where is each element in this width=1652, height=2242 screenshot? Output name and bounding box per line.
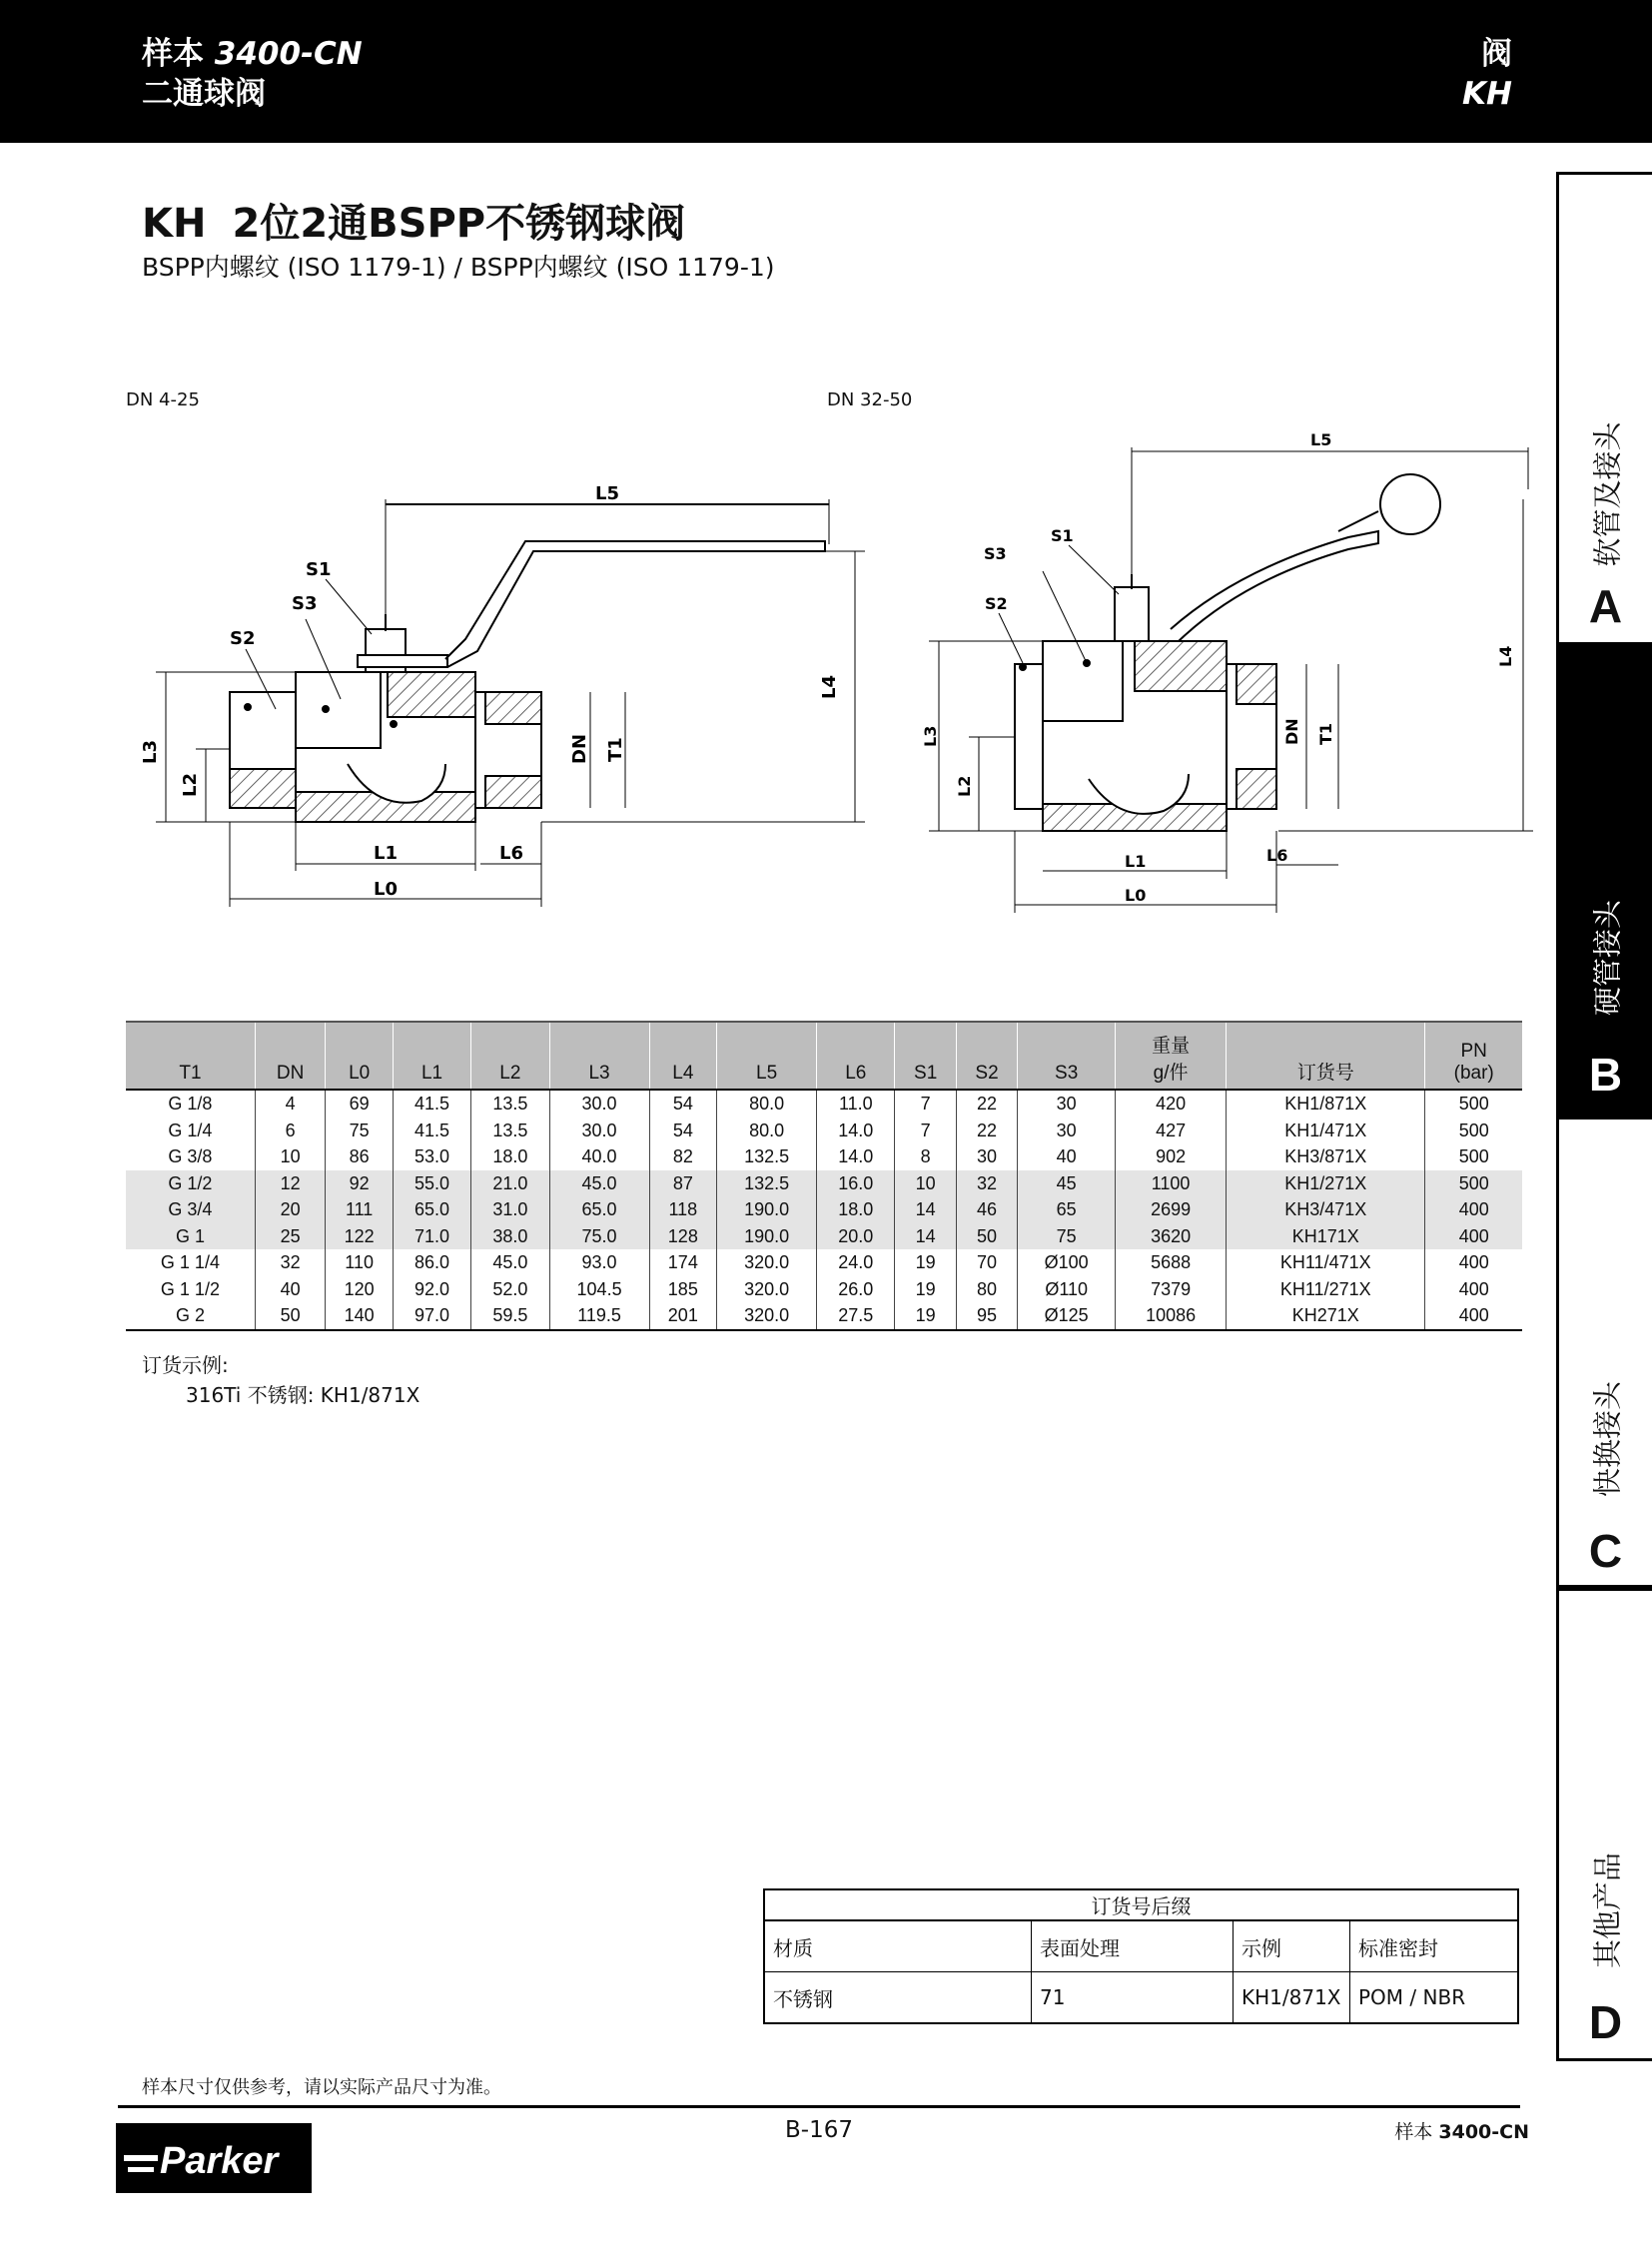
dim-label-s1: S1 [306, 559, 332, 580]
spec-cell: 13.5 [471, 1118, 549, 1144]
spec-cell: 21.0 [471, 1170, 549, 1197]
tab-tube-fittings-label: 硬管接头 [1590, 899, 1624, 1017]
footer-rule [118, 2105, 1520, 2108]
spec-cell: 16.0 [817, 1170, 895, 1197]
spec-cell: 110 [326, 1249, 393, 1276]
spec-cell: 14.0 [817, 1143, 895, 1170]
spec-cell: 45 [1018, 1170, 1116, 1197]
spec-cell: 24.0 [817, 1249, 895, 1276]
spec-cell: 6 [255, 1118, 326, 1144]
header-series: KH [1462, 76, 1512, 112]
spec-cell: 10086 [1116, 1302, 1227, 1330]
spec-header-cell: L6 [817, 1022, 895, 1090]
dim-label-s2: S2 [230, 628, 256, 649]
spec-cell: 82 [649, 1143, 716, 1170]
spec-cell: 400 [1425, 1196, 1522, 1223]
product-name: 2位2通BSPP不锈钢球阀 [232, 201, 686, 247]
suffix-value-example: KH1/871X [1234, 1972, 1350, 2024]
spec-cell: 500 [1425, 1118, 1522, 1144]
dim-label-l4: L4 [819, 675, 840, 699]
spec-cell: 500 [1425, 1090, 1522, 1118]
catalog-code: 3400-CN [214, 36, 363, 72]
dim-label-dn-large: DN [1282, 718, 1301, 745]
spec-cell: 40 [1018, 1143, 1116, 1170]
spec-cell: 30 [1018, 1090, 1116, 1118]
spec-cell: 427 [1116, 1118, 1227, 1144]
spec-header-cell: S3 [1018, 1022, 1116, 1090]
ball-valve-drawing-small [126, 459, 885, 919]
spec-cell: 30.0 [549, 1090, 649, 1118]
spec-cell: KH1/271X [1227, 1170, 1425, 1197]
spec-cell: 7 [895, 1090, 956, 1118]
spec-cell: 4 [255, 1090, 326, 1118]
dim-label-l5: L5 [595, 483, 619, 504]
spec-cell: 50 [255, 1302, 326, 1330]
spec-table [126, 1021, 1522, 1331]
spec-cell: 10 [895, 1170, 956, 1197]
order-suffix-table [763, 1888, 1519, 2024]
tab-other-products-label: 其他产品 [1590, 1852, 1624, 1969]
spec-cell: 92.0 [393, 1276, 470, 1303]
dim-label-l3-large: L3 [921, 725, 940, 747]
dim-label-l1-large: L1 [1125, 852, 1147, 871]
spec-cell: 420 [1116, 1090, 1227, 1118]
spec-cell: G 3/8 [168, 1146, 213, 1167]
tab-quick-couplings-label: 快换接头 [1590, 1380, 1624, 1498]
spec-cell: 185 [649, 1276, 716, 1303]
spec-header-cell: L4 [649, 1022, 716, 1090]
spec-table-row [126, 1196, 1522, 1223]
dim-label-l2-large: L2 [955, 775, 974, 797]
spec-cell: 75 [326, 1118, 393, 1144]
spec-cell: 7379 [1116, 1276, 1227, 1303]
suffix-header-finish: 表面处理 [1032, 1920, 1234, 1972]
spec-cell: 14.0 [817, 1118, 895, 1144]
spec-cell: 400 [1425, 1223, 1522, 1250]
spec-cell: 13.5 [471, 1090, 549, 1118]
spec-cell: 500 [1425, 1170, 1522, 1197]
dim-label-l6-large: L6 [1266, 846, 1288, 865]
spec-cell: 65 [1018, 1196, 1116, 1223]
spec-cell: 45.0 [549, 1170, 649, 1197]
tab-hoses-label: 软管及接头 [1590, 421, 1624, 567]
spec-cell: 2699 [1116, 1196, 1227, 1223]
spec-header-cell: T1 [126, 1022, 255, 1090]
footer-note: 样本尺寸仅供参考，请以实际产品尺寸为准。 [142, 2077, 501, 2098]
suffix-value-material: 不锈钢 [764, 1972, 1032, 2024]
spec-cell: 8 [895, 1143, 956, 1170]
spec-cell: G 3/4 [126, 1196, 255, 1223]
spec-cell: 40.0 [549, 1143, 649, 1170]
spec-cell: 122 [326, 1223, 393, 1250]
spec-cell: G 1/8 [168, 1094, 213, 1115]
spec-cell: 55.0 [393, 1170, 470, 1197]
drawing-label-small: DN 4-25 [126, 389, 200, 410]
spec-header-cell: L2 [471, 1022, 549, 1090]
dim-label-t1: T1 [605, 737, 626, 762]
spec-cell: 18.0 [471, 1143, 549, 1170]
spec-cell: 132.5 [717, 1143, 817, 1170]
spec-cell: 400 [1425, 1302, 1522, 1330]
spec-cell: 41.5 [393, 1118, 470, 1144]
ball-valve-drawing-large [921, 419, 1538, 929]
spec-cell: 54 [649, 1118, 716, 1144]
suffix-header-seal: 标准密封 [1350, 1920, 1519, 1972]
spec-cell: 53.0 [393, 1143, 470, 1170]
spec-cell: 118 [649, 1196, 716, 1223]
suffix-table-title: 订货号后缀 [764, 1889, 1518, 1920]
dim-label-s2-large: S2 [985, 594, 1008, 613]
dim-label-t1-large: T1 [1316, 722, 1335, 745]
tab-quick-couplings-letter: C [1588, 1525, 1623, 1577]
spec-cell: 190.0 [717, 1223, 817, 1250]
spec-cell: KH3/471X [1227, 1196, 1425, 1223]
product-code: KH [142, 201, 207, 247]
page-title [142, 192, 685, 249]
drawing-label-large: DN 32-50 [827, 389, 913, 410]
spec-cell: 54 [649, 1090, 716, 1118]
spec-cell: 7 [895, 1118, 956, 1144]
spec-cell: 11.0 [817, 1090, 895, 1118]
spec-header-cell: L1 [393, 1022, 470, 1090]
spec-cell: 50 [956, 1223, 1017, 1250]
spec-cell: 95 [956, 1302, 1017, 1330]
footer-catalog [1394, 2117, 1529, 2144]
spec-cell: 120 [326, 1276, 393, 1303]
spec-cell: 19 [895, 1249, 956, 1276]
spec-cell: 30.0 [549, 1118, 649, 1144]
spec-cell: KH11/471X [1227, 1249, 1425, 1276]
spec-table-body [126, 1090, 1522, 1330]
spec-header-cell: PN (bar) [1425, 1022, 1522, 1090]
spec-cell: 86 [326, 1143, 393, 1170]
spec-table-row [126, 1170, 1522, 1197]
spec-cell: 111 [326, 1196, 393, 1223]
spec-cell: 400 [1425, 1276, 1522, 1303]
spec-cell: 20.0 [817, 1223, 895, 1250]
spec-cell: 190.0 [717, 1196, 817, 1223]
spec-cell: 140 [326, 1302, 393, 1330]
spec-cell: 320.0 [717, 1302, 817, 1330]
spec-cell: 14 [895, 1223, 956, 1250]
spec-cell: 40 [255, 1276, 326, 1303]
spec-cell: 41.5 [393, 1090, 470, 1118]
spec-cell: 26.0 [817, 1276, 895, 1303]
footer-catalog-prefix: 样本 [1394, 2121, 1433, 2143]
spec-cell: 19 [895, 1276, 956, 1303]
spec-cell: 1100 [1116, 1170, 1227, 1197]
spec-cell: 14 [895, 1196, 956, 1223]
suffix-value-finish: 71 [1032, 1972, 1234, 2024]
spec-cell: 10 [255, 1143, 326, 1170]
dim-label-dn: DN [569, 733, 590, 764]
dim-label-l4-large: L4 [1496, 645, 1515, 667]
spec-cell: G 1/4 [168, 1120, 213, 1140]
dim-label-s3-large: S3 [984, 544, 1007, 563]
tab-tube-fittings[interactable] [1556, 645, 1652, 1117]
spec-cell: 32 [255, 1249, 326, 1276]
page-header [0, 0, 1652, 143]
spec-cell: 320.0 [717, 1249, 817, 1276]
dim-label-l2: L2 [180, 773, 201, 797]
spec-header-cell: S2 [956, 1022, 1017, 1090]
parker-logo [116, 2123, 312, 2193]
spec-cell: 27.5 [817, 1302, 895, 1330]
tab-hoses-letter: A [1588, 580, 1623, 632]
spec-cell: 69 [326, 1090, 393, 1118]
spec-cell: 119.5 [549, 1302, 649, 1330]
tab-quick-couplings[interactable] [1556, 1117, 1652, 1588]
suffix-header-material: 材质 [764, 1920, 1032, 1972]
spec-cell: 65.0 [393, 1196, 470, 1223]
spec-cell: 75 [1018, 1223, 1116, 1250]
spec-cell: 12 [255, 1170, 326, 1197]
spec-cell: G 2 [126, 1302, 255, 1330]
spec-cell: 86.0 [393, 1249, 470, 1276]
spec-cell: G 1 1/2 [160, 1278, 220, 1299]
spec-header-cell: L3 [549, 1022, 649, 1090]
spec-cell: 902 [1116, 1143, 1227, 1170]
spec-cell: 92 [326, 1170, 393, 1197]
spec-table-row [126, 1118, 1522, 1144]
spec-cell: 80 [956, 1276, 1017, 1303]
spec-cell: 75.0 [549, 1223, 649, 1250]
dim-label-l0: L0 [374, 879, 398, 900]
spec-cell: 400 [1425, 1249, 1522, 1276]
spec-cell: 104.5 [549, 1276, 649, 1303]
spec-cell: 97.0 [393, 1302, 470, 1330]
spec-header-cell: L5 [717, 1022, 817, 1090]
spec-cell: 500 [1425, 1143, 1522, 1170]
spec-table-row [126, 1302, 1522, 1330]
spec-cell: 59.5 [471, 1302, 549, 1330]
spec-cell: 3620 [1116, 1223, 1227, 1250]
catalog-prefix: 样本 [142, 36, 204, 72]
spec-cell: KH1/871X [1227, 1090, 1425, 1118]
order-example-text: 316Ti 不锈钢: KH1/871X [186, 1383, 420, 1407]
spec-cell: 31.0 [471, 1196, 549, 1223]
spec-table-row [126, 1276, 1522, 1303]
spec-cell: 80.0 [717, 1118, 817, 1144]
spec-cell: 46 [956, 1196, 1017, 1223]
spec-cell: 132.5 [717, 1170, 817, 1197]
spec-table-row [126, 1143, 1522, 1170]
order-example [142, 1350, 419, 1410]
spec-cell: G 1/2 [126, 1170, 255, 1197]
spec-cell: 22 [956, 1090, 1017, 1118]
header-category: 阀 [1481, 36, 1512, 72]
spec-header-cell: 重量 g/件 [1116, 1022, 1227, 1090]
suffix-value-seal: POM / NBR [1350, 1972, 1519, 2024]
spec-cell: 93.0 [549, 1249, 649, 1276]
spec-header-cell: 订货号 [1227, 1022, 1425, 1090]
footer-catalog-code: 3400-CN [1438, 2121, 1529, 2143]
spec-cell: G 1 [126, 1223, 255, 1250]
spec-cell: Ø100 [1018, 1249, 1116, 1276]
spec-cell: 52.0 [471, 1276, 549, 1303]
spec-cell: KH271X [1227, 1302, 1425, 1330]
spec-cell: 70 [956, 1249, 1017, 1276]
spec-cell: Ø125 [1018, 1302, 1116, 1330]
page-subtitle: BSPP内螺纹 (ISO 1179-1) / BSPP内螺纹 (ISO 1179-1) [142, 253, 775, 282]
spec-cell: KH11/271X [1227, 1276, 1425, 1303]
dim-label-s1-large: S1 [1051, 526, 1074, 545]
spec-cell: 71.0 [393, 1223, 470, 1250]
spec-cell: 22 [956, 1118, 1017, 1144]
spec-cell: G 1 1/4 [160, 1252, 220, 1273]
tab-other-products[interactable] [1556, 1588, 1652, 2061]
spec-cell: 174 [649, 1249, 716, 1276]
spec-cell: KH3/871X [1227, 1143, 1425, 1170]
spec-cell: 80.0 [717, 1090, 817, 1118]
spec-cell: 65.0 [549, 1196, 649, 1223]
tab-other-products-letter: D [1588, 1996, 1623, 2048]
dim-label-s3: S3 [292, 593, 318, 614]
header-subtitle: 二通球阀 [142, 76, 266, 112]
tab-hoses[interactable] [1556, 172, 1652, 645]
spec-header-cell: S1 [895, 1022, 956, 1090]
spec-table-header [126, 1022, 1522, 1090]
spec-cell: KH171X [1227, 1223, 1425, 1250]
dim-label-l5-large: L5 [1310, 430, 1332, 449]
order-example-label: 订货示例: [142, 1353, 229, 1377]
spec-table-row [126, 1223, 1522, 1250]
dim-label-l6: L6 [499, 843, 523, 864]
spec-table-row [126, 1249, 1522, 1276]
spec-cell: 128 [649, 1223, 716, 1250]
spec-header-cell: DN [255, 1022, 326, 1090]
spec-cell: 38.0 [471, 1223, 549, 1250]
spec-cell: 87 [649, 1170, 716, 1197]
spec-cell: 19 [895, 1302, 956, 1330]
spec-cell: 32 [956, 1170, 1017, 1197]
spec-cell: 18.0 [817, 1196, 895, 1223]
spec-cell: 201 [649, 1302, 716, 1330]
spec-cell: 30 [956, 1143, 1017, 1170]
dim-label-l1: L1 [374, 843, 398, 864]
spec-cell: 25 [255, 1223, 326, 1250]
header-right [1462, 34, 1512, 114]
spec-table-row [126, 1090, 1522, 1118]
suffix-header-example: 示例 [1234, 1920, 1350, 1972]
spec-cell: KH1/471X [1227, 1118, 1425, 1144]
spec-cell: 30 [1018, 1118, 1116, 1144]
spec-cell: 320.0 [717, 1276, 817, 1303]
header-left [142, 34, 363, 114]
page-number: B-167 [785, 2117, 853, 2143]
dim-label-l0-large: L0 [1125, 886, 1147, 905]
spec-cell: 5688 [1116, 1249, 1227, 1276]
spec-cell: 20 [255, 1196, 326, 1223]
dim-label-l3: L3 [140, 740, 161, 764]
spec-header-cell: L0 [326, 1022, 393, 1090]
spec-cell: 45.0 [471, 1249, 549, 1276]
spec-cell: Ø110 [1018, 1276, 1116, 1303]
tab-tube-fittings-letter: B [1588, 1049, 1623, 1101]
logo-text: Parker [160, 2140, 279, 2182]
